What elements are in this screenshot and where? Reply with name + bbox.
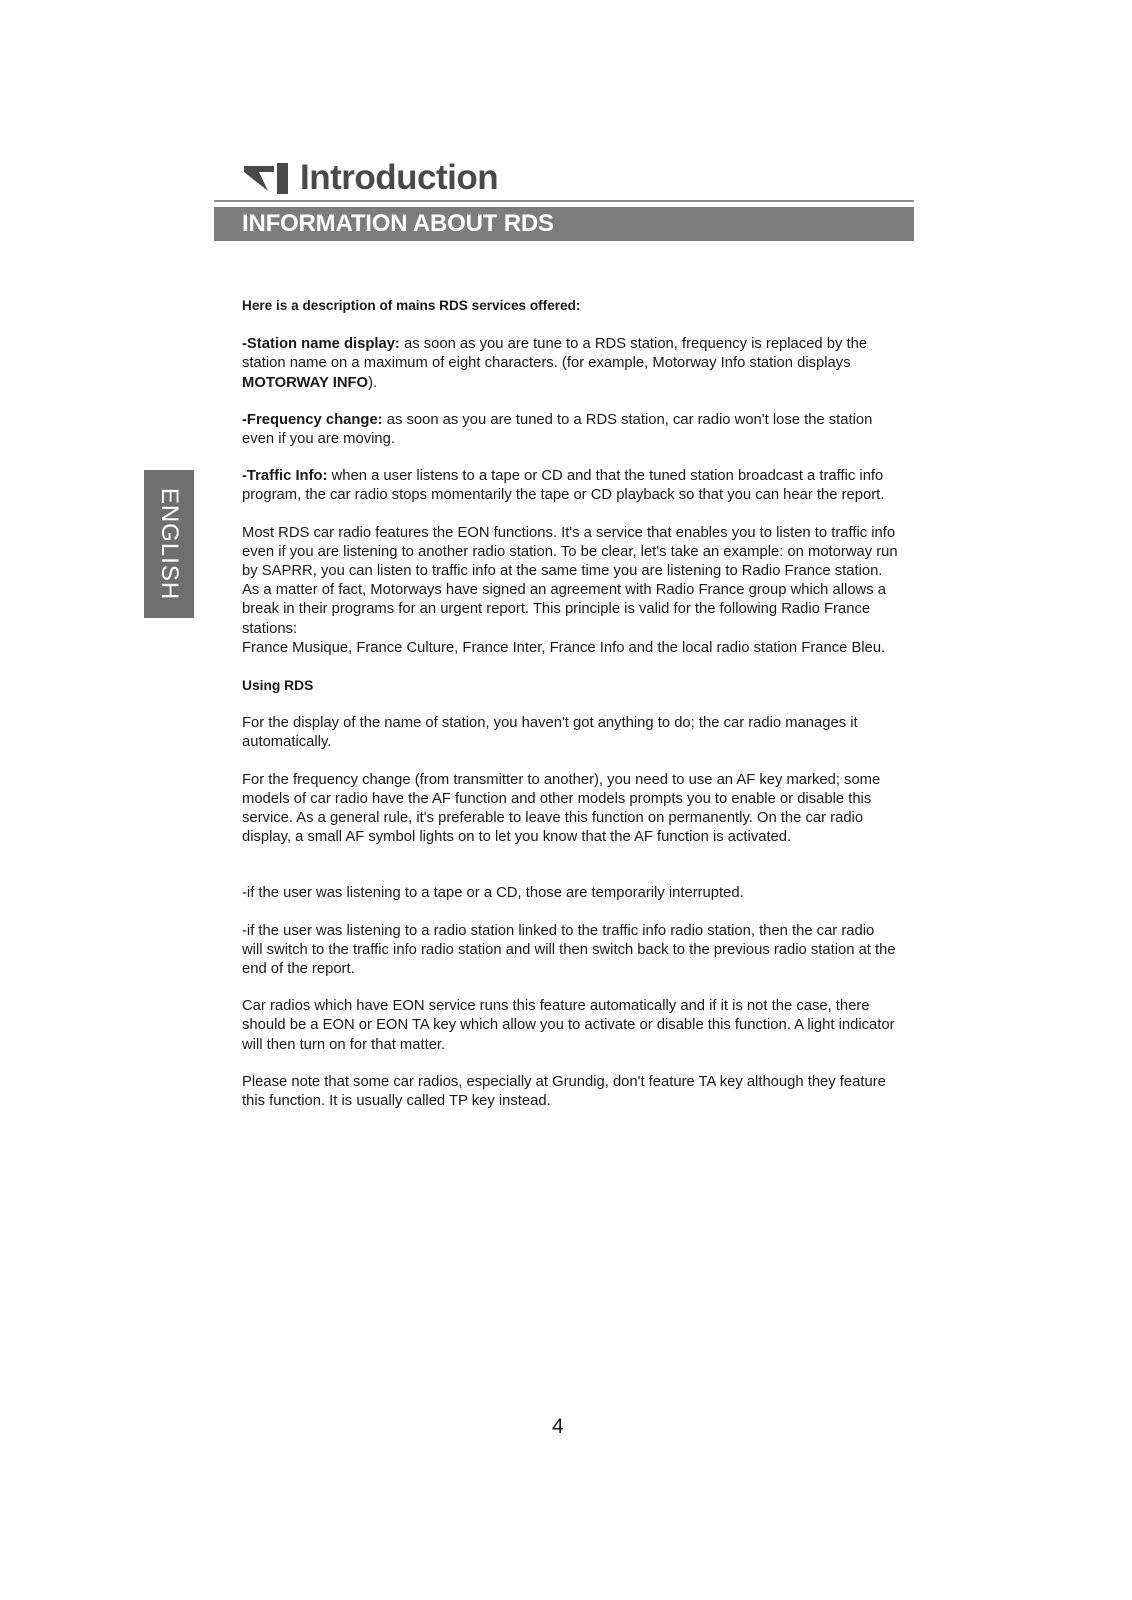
traffic-info-term: -Traffic Info:	[242, 468, 328, 485]
traffic-info-text: when a user listens to a tape or CD and that the tuned station broadcast a traffic info program, the car radio stops momentarily the tape or CD playback so that you can hear the report.	[242, 468, 885, 504]
section-banner	[214, 207, 914, 241]
chapter-title: Introduction	[300, 158, 499, 197]
section-title: INFORMATION ABOUT RDS	[242, 210, 554, 237]
chapter-header	[242, 156, 910, 200]
arrow-flag-icon	[242, 160, 290, 196]
frequency-change-paragraph	[242, 411, 898, 449]
using-paragraph-2: For the frequency change (from transmitter to another), you need to use an AF key marked; some models of car radio have the AF function and other models prompts you to enable or disable this service. As a general rule, it's preferable to leave this function on permanently. On the car radio display, a small AF symbol lights on to let you know that the AF function is activated.	[242, 771, 881, 846]
traffic-info-paragraph	[242, 467, 898, 505]
intro-line: Here is a description of mains RDS services offered:	[242, 298, 581, 313]
frequency-change-text: as soon as you are tuned to a RDS station, car radio won't lose the station even if you are moving.	[242, 411, 873, 448]
station-name-paragraph	[242, 335, 898, 393]
station-name-text: as soon as you are tune to a RDS station, frequency is replaced by the station name on a maximum of eight characters. (for example, Motorway Info station displays	[242, 336, 868, 372]
header-divider	[214, 200, 914, 202]
motorway-info-highlight: MOTORWAY INFO	[242, 374, 369, 391]
eon-paragraph: Most RDS car radio features the EON functions. It's a service that enables you to listen to traffic info even if you are listening to another radio station. To be clear, let's take an example: on motorway run by SAPRR, you can listen to traffic info at the same time you are listening to Radio France station. As a matter of fact, Motorways have signed an agreement with Radio France group which allows a break in their programs for an urgent report. This principle is valid for the following Radio France stations:	[242, 524, 898, 637]
bullet-radio-station: -if the user was listening to a radio station linked to the traffic info radio station, then the car radio will switch to the traffic info radio station and will then switch back to the previous radio station at the end of the report.	[242, 922, 896, 978]
using-paragraph-1: For the display of the name of station, you haven't got anything to do; the car radio manages it automatically.	[242, 715, 858, 751]
frequency-change-term: -Frequency change:	[242, 411, 383, 428]
page-number: 4	[552, 1415, 564, 1438]
bullet-tape-cd: -if the user was listening to a tape or a CD, those are temporarily interrupted.	[242, 885, 744, 902]
eon-service-paragraph: Car radios which have EON service runs this feature automatically and if it is not the case, there should be a EON or EON TA key which allow you to activate or disable this function. A light indicator will then turn on for that matter.	[242, 998, 895, 1053]
grundig-note: Please note that some car radios, especially at Grundig, don't feature TA key although they feature this function. It is usually called TP key instead.	[242, 1073, 886, 1110]
station-name-term: -Station name display:	[242, 336, 400, 353]
language-tab-label: ENGLISH	[156, 487, 183, 601]
station-name-text-end: ).	[368, 374, 378, 391]
stations-list: France Musique, France Culture, France Inter, France Info and the local radio station France Bleu.	[242, 639, 886, 656]
using-rds-heading: Using RDS	[242, 678, 314, 694]
language-tab	[144, 470, 194, 618]
body-content	[242, 296, 898, 1129]
